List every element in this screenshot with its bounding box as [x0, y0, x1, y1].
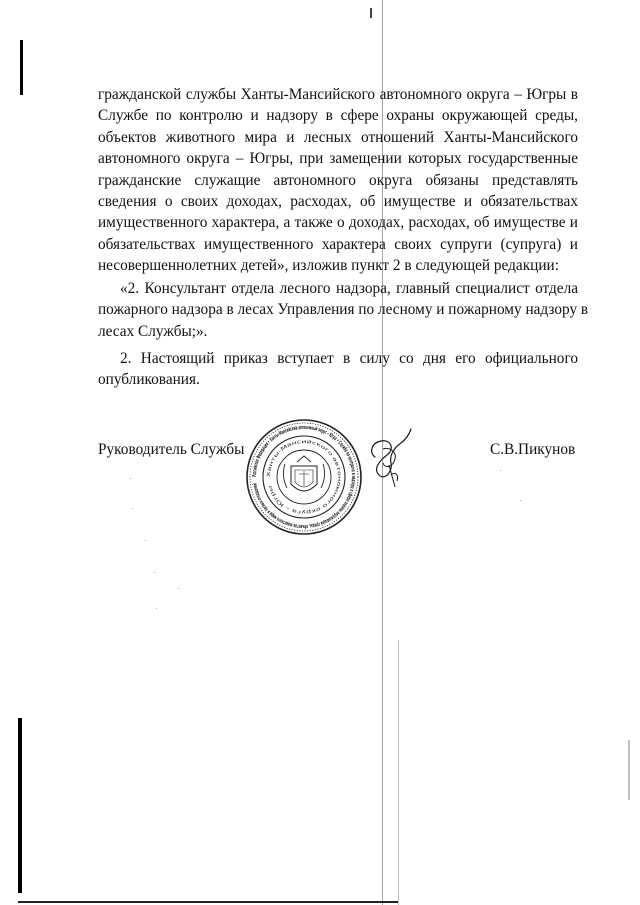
paragraph-effective-date — [98, 348, 578, 391]
scan-edge-mark — [628, 740, 630, 800]
text-line: несовершеннолетних детей», изложив пункт 2 в следующей редакции: — [98, 257, 559, 275]
fold-line — [398, 640, 399, 905]
text-line: сведения о своих доходах, расходах, об имуществе и обязательствах — [98, 192, 578, 210]
text-line: «2. Консультант отдела лесного надзора, главный специалист отдела — [120, 280, 578, 297]
scan-speck — [520, 500, 521, 501]
scan-mark — [370, 8, 372, 18]
text-line: 2. Настоящий приказ вступает в силу со дня его официального — [120, 350, 578, 367]
scan-speck — [500, 470, 501, 471]
text-line: пожарного надзора в лесах Управления по лесному и пожарному надзору в — [98, 301, 589, 319]
scan-speck — [132, 508, 133, 509]
coat-of-arms-icon — [283, 456, 324, 491]
scan-speck — [145, 540, 146, 541]
handwritten-signature — [365, 425, 415, 495]
scan-edge-mark — [20, 40, 23, 95]
official-seal — [245, 418, 363, 536]
scan-speck — [156, 608, 157, 609]
text-line: Службе по контролю и надзору в сфере охраны окружающей среды, — [98, 107, 578, 125]
seal-inner-text: Ханты-Мансийского автономного округа – Югры — [266, 439, 342, 515]
paragraph-list-of-positions — [98, 84, 578, 277]
text-line: имущественного характера, а также о доходах, расходах, об имуществе и — [98, 214, 578, 232]
scan-speck — [130, 478, 131, 479]
scan-edge-mark — [18, 901, 398, 903]
signatory-name: С.В.Пикунов — [490, 441, 576, 458]
paragraph-new-item-2 — [98, 278, 589, 342]
text-line: гражданские служащие автономного округа обязаны представлять — [98, 171, 578, 189]
scan-speck — [154, 572, 155, 573]
text-line: лесах Службы;». — [98, 322, 208, 340]
text-line: объектов животного мира и лесных отношений Ханты-Мансийского — [98, 128, 578, 146]
scan-speck — [178, 588, 179, 589]
signatory-position: Руководитель Службы — [98, 441, 245, 458]
text-line: автономного округа – Югры, при замещении которых государственные — [98, 150, 578, 168]
scan-edge-mark — [18, 718, 22, 893]
text-line: гражданской службы Ханты-Мансийского автономного округа – Югры в — [98, 86, 578, 103]
seal-outer-text: Российская Федерация • Ханты-Мансийский автономный округ – Югра • Служба по контролю и надзору в сфере охраны окружающей среды, объектов животного мира и лесных отношений — [251, 424, 357, 530]
text-line: опубликования. — [98, 371, 200, 389]
text-line: обязательствах имущественного характера своих супруги (супруга) и — [98, 235, 578, 253]
